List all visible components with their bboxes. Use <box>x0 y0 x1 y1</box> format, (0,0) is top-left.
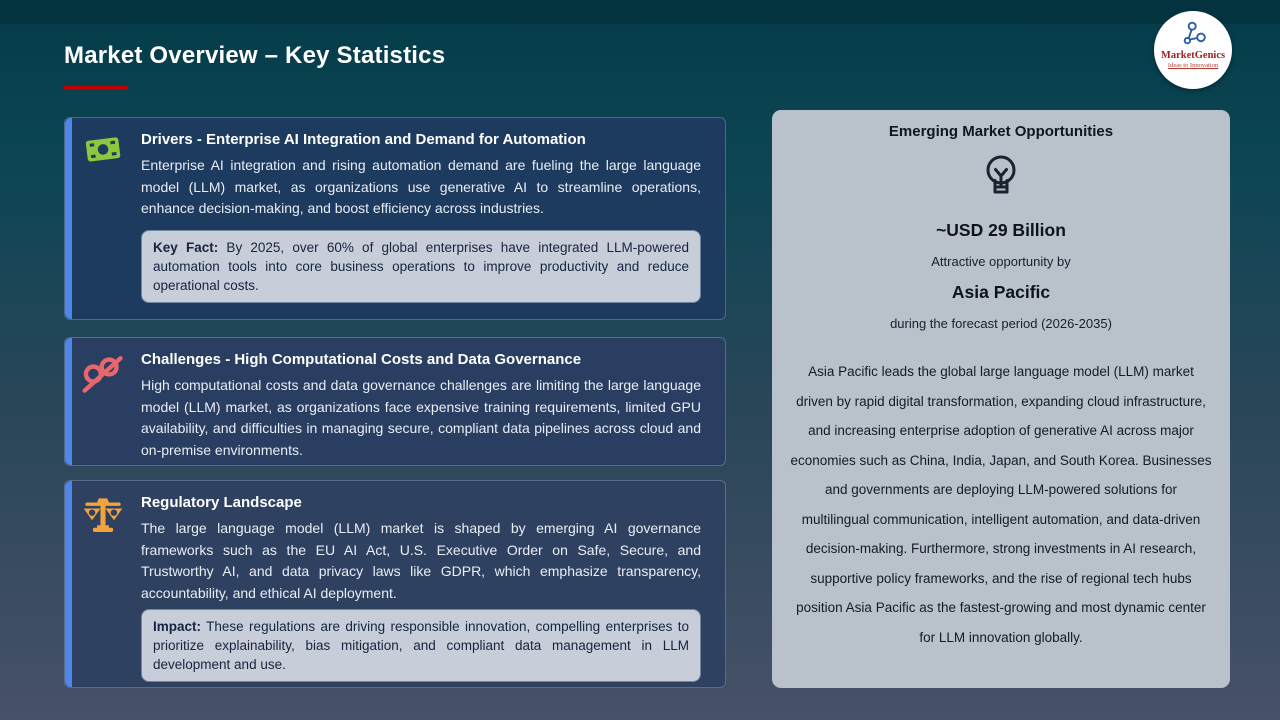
card-challenges-content <box>141 338 725 465</box>
key-fact-text: By 2025, over 60% of global enterprises have integrated LLM-powered automation tools into core business operations to improve productivity and reduce operational costs. <box>153 239 689 293</box>
card-drivers-icon-col <box>65 118 141 319</box>
key-fact-box <box>141 230 701 303</box>
card-regulatory <box>64 480 726 688</box>
card-drivers-title: Drivers - Enterprise AI Integration and Demand for Automation <box>141 131 586 148</box>
card-drivers-body: Enterprise AI integration and rising automation demand are fueling the large language model (LLM) market, as organizations use generative AI to streamline operations, enhance decision-making, and boost efficiency across industries. <box>141 157 701 216</box>
title-underline <box>64 86 128 90</box>
molecule-icon <box>1177 20 1209 50</box>
card-regulatory-icon-col <box>65 481 141 687</box>
card-challenges-icon-col <box>65 338 141 465</box>
impact-box <box>141 609 701 682</box>
opportunity-region: Asia Pacific <box>951 282 1051 302</box>
opportunity-subtitle: Attractive opportunity by <box>931 254 1071 269</box>
opportunity-period: during the forecast period (2026-2035) <box>890 316 1112 331</box>
page-title: Market Overview – Key Statistics <box>64 42 446 69</box>
card-drivers <box>64 117 726 320</box>
opportunities-panel <box>772 110 1230 688</box>
opportunity-description: Asia Pacific leads the global large language model (LLM) market driven by rapid digital transformation, expanding cloud infrastructure, and increasing enterprise adoption of generative AI across major economies such as China, India, Japan, and South Korea. Businesses and governments are deploying LLM-powered solutions for multilingual communication, intelligent automation, and data-driven decision-making. Furthermore, strong investments in AI research, supportive policy frameworks, and the rise of regional tech hubs position Asia Pacific as the fastest-growing and most dynamic center for LLM innovation globally. <box>790 364 1212 645</box>
top-band <box>0 0 1280 24</box>
card-regulatory-title: Regulatory Landscape <box>141 494 302 511</box>
card-drivers-content <box>141 118 725 319</box>
card-challenges-title: Challenges - High Computational Costs and Data Governance <box>141 351 582 368</box>
card-regulatory-body: The large language model (LLM) market is shaped by emerging AI governance frameworks such as the EU AI Act, U.S. Executive Order on Safe, Secure, and Trustworthy AI, and data privacy laws like GDPR, which emphasize transparency, accountability, and ethical AI deployment. <box>141 520 701 601</box>
lightbulb-icon <box>977 153 1025 201</box>
company-logo <box>1154 11 1232 89</box>
card-regulatory-content <box>141 481 725 687</box>
card-challenges <box>64 337 726 466</box>
logo-name: MarketGenics <box>1160 50 1226 61</box>
logo-tagline: Ideas to Innovation <box>1167 62 1219 69</box>
impact-label: Impact: <box>153 619 202 634</box>
opportunities-title: Emerging Market Opportunities <box>888 123 1114 140</box>
key-fact-label: Key Fact: <box>153 239 219 255</box>
knot-icon <box>80 353 126 395</box>
impact-text: These regulations are driving responsible innovation, compelling enterprises to prioritize explainability, bias mitigation, and compliant data management in LLM development and use. <box>153 619 689 672</box>
card-challenges-body: High computational costs and data governance challenges are limiting the large language model (LLM) market, as organizations face expensive training requirements, limited GPU availability, and difficulties in managing secure, compliant data pipelines across cloud and on-premise environments. <box>141 377 701 458</box>
scales-icon <box>82 496 124 536</box>
opportunity-value: ~USD 29 Billion <box>936 220 1066 240</box>
money-icon <box>83 133 123 165</box>
